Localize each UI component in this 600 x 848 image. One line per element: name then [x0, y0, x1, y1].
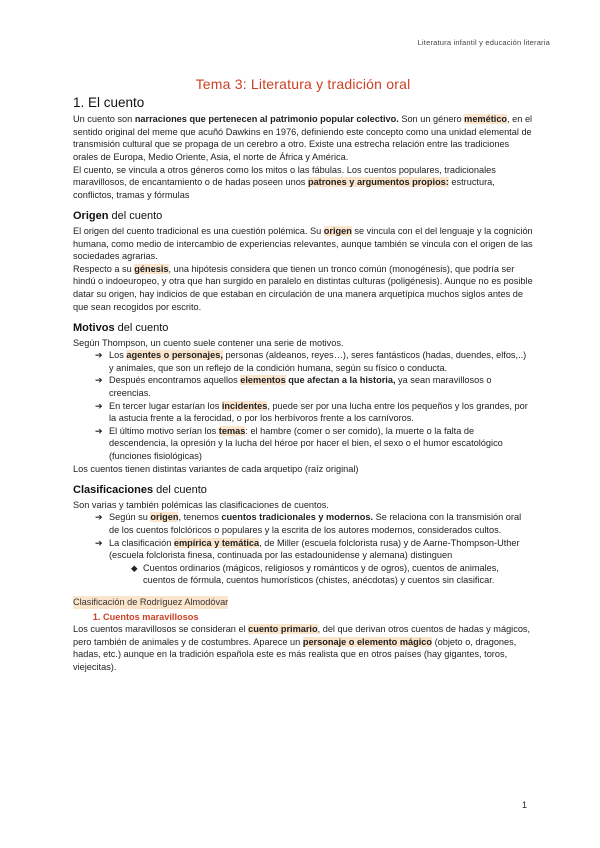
clasif-list — [73, 511, 533, 587]
motivos-lead: Según Thompson, un cuento suele contener una serie de motivos. — [73, 337, 344, 348]
page-title: Tema 3: Literatura y tradición oral — [195, 76, 411, 92]
document-body — [73, 78, 533, 674]
highlight-patrones: patrones y argumentos propios: — [307, 177, 449, 188]
list-item: ➔ En tercer lugar estarían los incidentes, puede ser por una lucha entre los pequeños y los grandes, por la astucia frente a la ferocidad, o por los herbívoros frente a los carnívoros. — [95, 400, 533, 425]
page-number: 1 — [521, 800, 527, 810]
motivos-closing: Los cuentos tienen distintas variantes de cada arquetipo (raíz original) — [73, 463, 359, 474]
list-item: ◆ Cuentos ordinarios (mágicos, religiosos y románticos y de ogros), cuentos de animales, cuentos de fórmula, cuentos humorísticos (chistes, anécdotas) y cuentos sin clasificar. — [131, 562, 533, 587]
subheading-origen: Origen del cuento — [73, 210, 163, 223]
list-item: ➔ Según su origen, tenemos cuentos tradicionales y modernos. Se relaciona con la transmisión oral de los cuentos folclóricos o populares y la escrita de los autores modernos, considerados cultos. — [95, 511, 533, 536]
origen-paragraph-1: El origen del cuento tradicional es una cuestión polémica. Su origen se vincula con el del lenguaje y la cognición humana, como medio de intercambio de experiencias relevantes, aunque también se vincula con el origen de las sociedades agrarias. — [73, 225, 533, 262]
list-item: ➔ La clasificación empírica y temática, de Miller (escuela folclorista rusa) y de Aarne-Thompson-Uther (escuela folclorista finesa, continuada por las estadounidense y alemana) distinguen ◆ Cuentos ordinarios (mágicos, religiosos y románticos y de ogros), cuentos de animales, cuentos de fórmula, cuentos humorísticos (chistes, anécdotas) y cuentos sin clasificar. — [95, 537, 533, 587]
list-item: 1. Cuentos maravillosos — [103, 611, 533, 624]
running-header: Literatura infantil y educación literaria — [417, 38, 550, 47]
subheading-rodriguez-almodovar: Clasificación de Rodríguez Almodóvar — [73, 596, 229, 607]
highlight-memetico: memético — [464, 114, 508, 125]
list-item: ➔ Los agentes o personajes, personas (aldeanos, reyes…), seres fantásticos (hadas, duendes, elfos,..) y animales, que son un reflejo de la condición humana, según su físico o conducta. — [95, 349, 533, 374]
rodriguez-paragraph: Los cuentos maravillosos se consideran el cuento primario, del que derivan otros cuentos de hadas y mágicos, pero también de animales y de costumbres. Aparece un personaje o elemento mágico (objeto o, dragones, hadas, etc.) aunque en la tradición española este es más realista que en otros países (hay gigantes, toros, viejecitas). — [73, 624, 531, 672]
list-item: ➔ El último motivo serían los temas: el hambre (comer o ser comido), la muerte o la falta de descendencia, la opresión y la lucha del héroe por hacer el bien, el sexo o el humor escatológico (funciones fisiológicas) — [95, 425, 533, 463]
list-item: ➔ Después encontramos aquellos elementos que afectan a la historia, ya sean maravillosos o creencias. — [95, 374, 533, 399]
subheading-motivos: Motivos del cuento — [73, 322, 169, 335]
motivos-list — [73, 349, 533, 462]
intro-paragraph-2: El cuento, se vincula a otros géneros como los mitos o las fábulas. Los cuentos populares, tradicionales maravillosos, de encantamiento o de hadas poseen unos patrones y argumentos propios: estructura, conflictos, tramas y fórmulas — [73, 164, 496, 200]
intro-paragraph: Un cuento son narraciones que pertenecen al patrimonio popular colectivo. Son un género memético, en el sentido original del meme que acuñó Dawkins en 1976, definiendo este concepto como una unidad elemental de transmisión cultural que se propaga de un cerebro a otro. Existe una estrecha relación entre las tradiciones orales de Europa, Medio Oriente, Asia, el norte de África y América. — [73, 114, 533, 162]
clasif-lead: Son varias y también polémicas las clasificaciones de cuentos. — [73, 499, 329, 510]
clasif-sublist — [109, 562, 533, 587]
rodriguez-list — [73, 611, 533, 624]
section-heading-el-cuento: 1. El cuento — [73, 94, 145, 110]
origen-paragraph-2: Respecto a su génesis, una hipótesis considera que tienen un tronco común (monogénesis), que podría ser hindú o indoeuropeo, y otra que han surgido en paralelo en distintas culturas (poligénesis). Aunque no es posible datar su origen, hay indicios de que estaban en circulación de una manera arquetípica muchos siglos antes de que sean recogidos por escrito. — [73, 263, 533, 312]
subheading-clasificaciones: Clasificaciones del cuento — [73, 484, 207, 497]
